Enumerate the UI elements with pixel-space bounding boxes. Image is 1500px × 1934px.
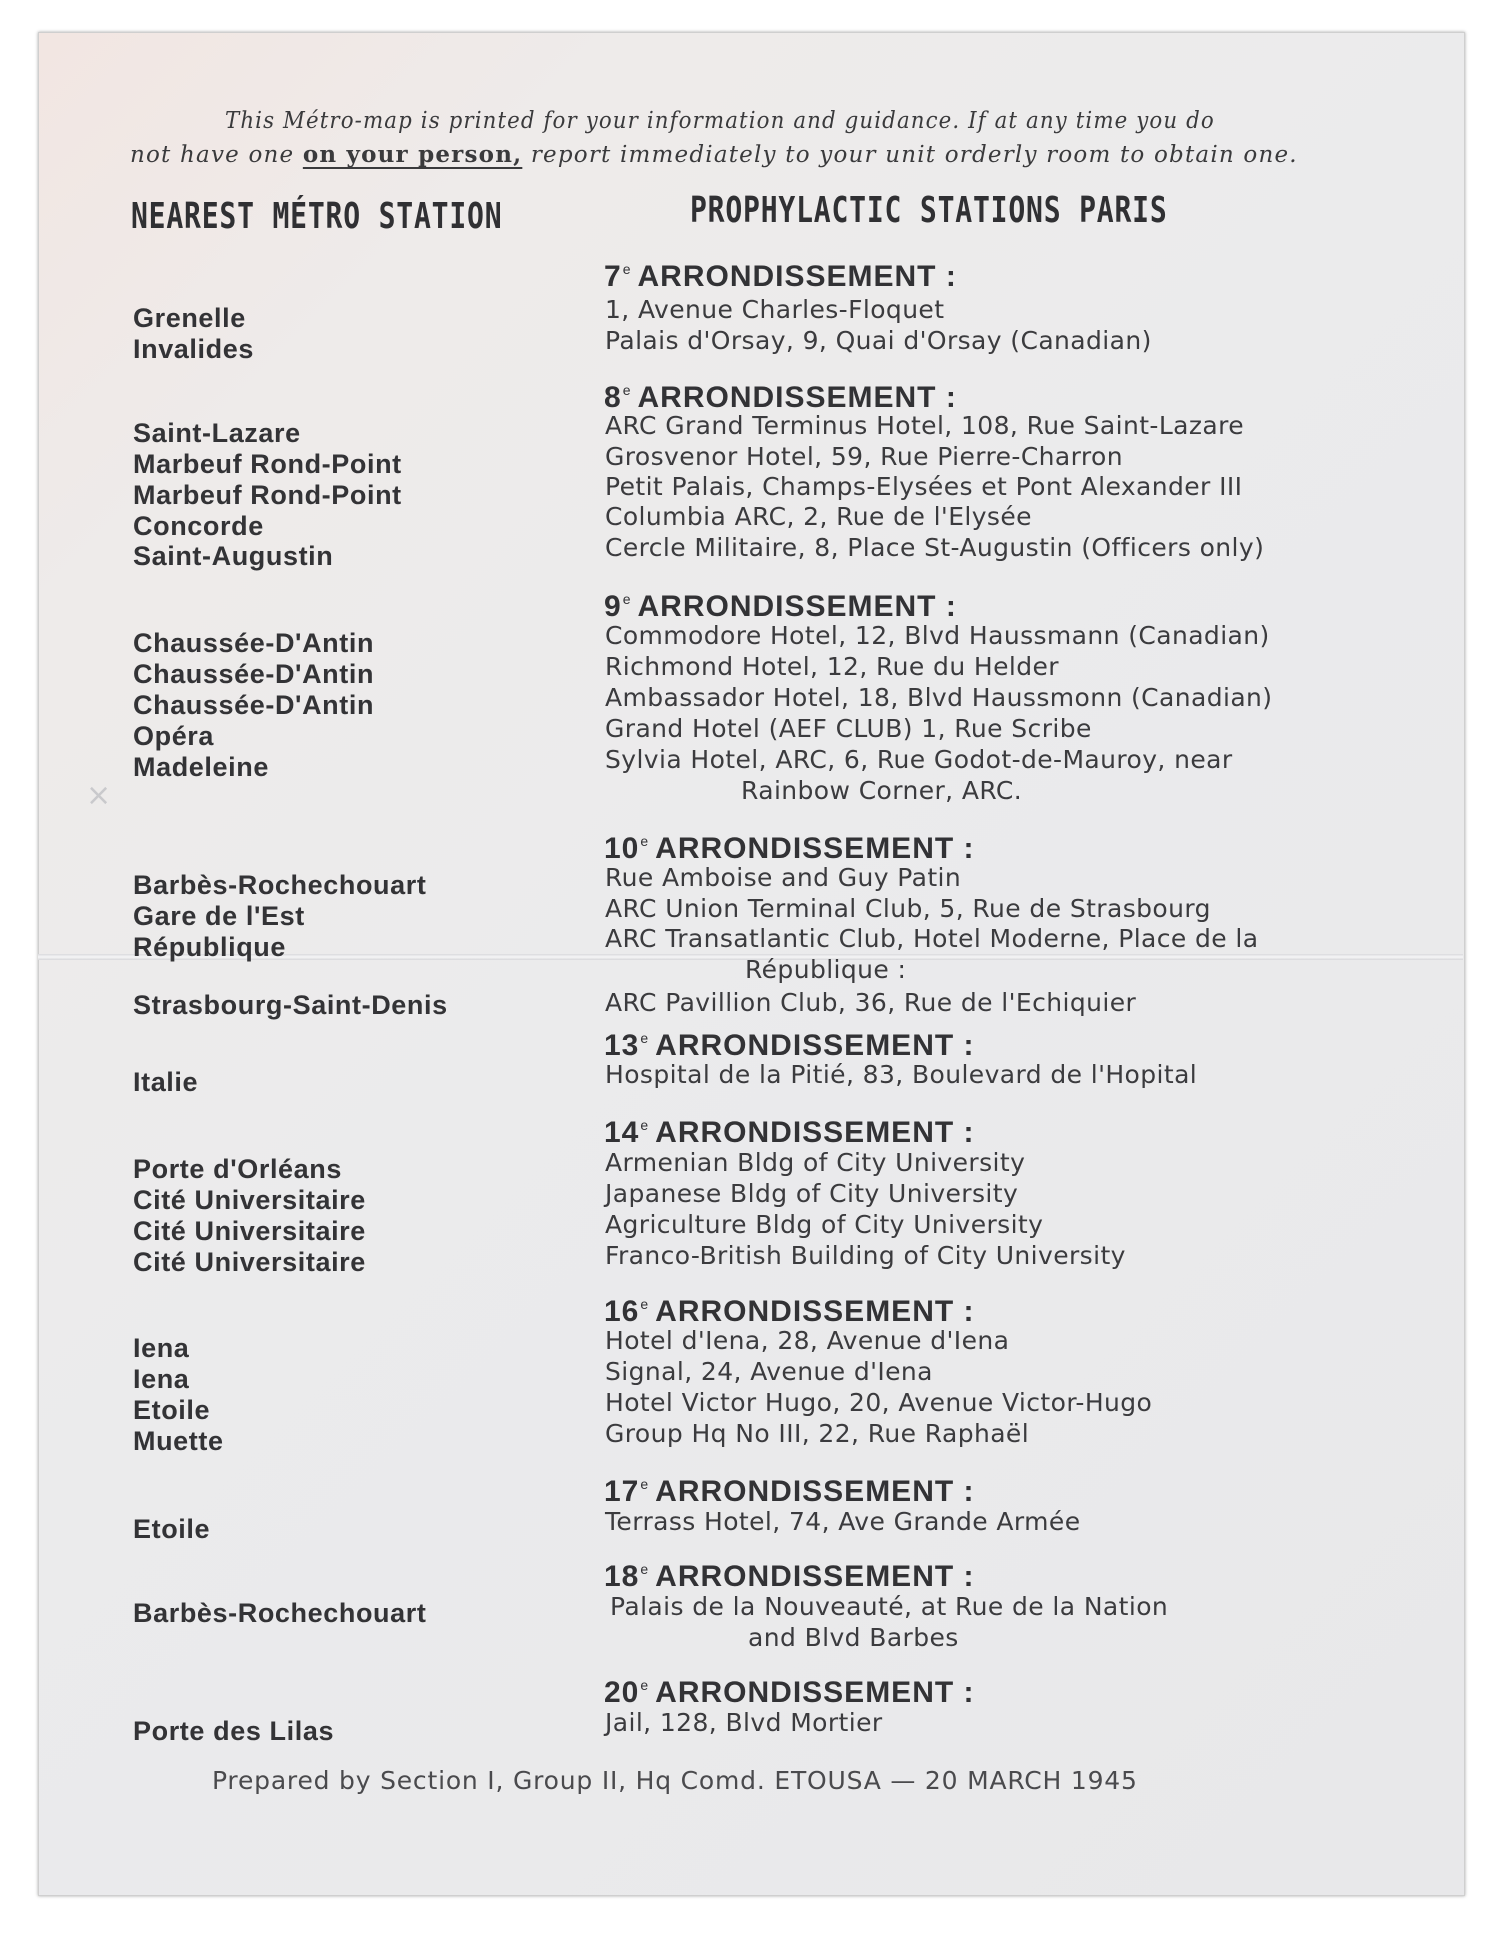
ordinal-suffix: e — [640, 1296, 650, 1312]
metro-station-name: Etoile — [133, 1514, 211, 1544]
ordinal-suffix: e — [640, 1677, 650, 1693]
arrondissement-label: ARRONDISSEMENT : — [655, 1475, 975, 1508]
intro-line-2 — [130, 141, 1350, 168]
metro-station-name: Porte des Lilas — [133, 1716, 335, 1746]
metro-station-name: Chaussée-D'Antin — [133, 659, 375, 689]
metro-station-name: Marbeuf Rond-Point — [133, 480, 402, 510]
metro-station-name: Invalides — [133, 334, 254, 364]
station-address: ARC Union Terminal Club, 5, Rue de Strasbourg — [605, 894, 1211, 923]
arrondissement-label: ARRONDISSEMENT : — [655, 1676, 975, 1709]
metro-station-name: Barbès-Rochechouart — [133, 870, 427, 900]
station-address: Agriculture Bldg of City University — [605, 1210, 1044, 1239]
arrondissement-heading-17 — [604, 1475, 975, 1509]
metro-station-name: Cité Universitaire — [133, 1247, 366, 1277]
station-address: Rue Amboise and Guy Patin — [605, 863, 962, 892]
station-address: Sylvia Hotel, ARC, 6, Rue Godot-de-Mauroy, near — [605, 745, 1233, 774]
arrondissement-number: 13 — [604, 1029, 640, 1062]
metro-station-name: Cité Universitaire — [133, 1216, 366, 1246]
arrondissement-number: 10 — [604, 832, 640, 865]
footer-note: Prepared by Section I, Group II, Hq Comd. ETOUSA — 20 MARCH 1945 — [212, 1766, 1138, 1795]
arrondissement-label: ARRONDISSEMENT : — [637, 381, 957, 414]
intro-emphasis: on your person, — [302, 141, 523, 168]
arrondissement-number: 14 — [604, 1116, 640, 1149]
station-address: Hotel d'Iena, 28, Avenue d'Iena — [605, 1326, 1010, 1355]
station-address: Armenian Bldg of City University — [605, 1148, 1026, 1177]
metro-station-name: Saint-Lazare — [133, 418, 301, 448]
arrondissement-number: 18 — [604, 1560, 640, 1593]
metro-station-name: Etoile — [133, 1395, 211, 1425]
arrondissement-number: 7 — [604, 260, 622, 293]
ordinal-suffix: e — [622, 382, 632, 398]
station-address: Palais d'Orsay, 9, Quai d'Orsay (Canadian) — [605, 326, 1152, 355]
station-address: Palais de la Nouveauté, at Rue de la Nation — [610, 1592, 1169, 1621]
metro-station-name: Iena — [133, 1333, 190, 1363]
metro-station-name: Strasbourg-Saint-Denis — [133, 990, 448, 1020]
arrondissement-number: 9 — [604, 590, 622, 623]
metro-station-name: Marbeuf Rond-Point — [133, 449, 402, 479]
metro-station-name: Madeleine — [133, 752, 269, 782]
arrondissement-number: 16 — [604, 1295, 640, 1328]
station-address: ARC Grand Terminus Hotel, 108, Rue Saint-Lazare — [605, 411, 1245, 440]
heading-nearest-metro: NEAREST MÉTRO STATION — [131, 196, 503, 237]
arrondissement-heading-14 — [604, 1116, 975, 1150]
ordinal-suffix: e — [640, 1476, 650, 1492]
metro-station-name: Gare de l'Est — [133, 901, 305, 931]
station-address: Ambassador Hotel, 18, Blvd Haussmonn (Canadian) — [605, 683, 1273, 712]
metro-station-name: Saint-Augustin — [133, 541, 334, 571]
station-address: Columbia ARC, 2, Rue de l'Elysée — [605, 502, 1032, 531]
ordinal-suffix: e — [622, 591, 632, 607]
arrondissement-heading-7 — [604, 260, 957, 294]
intro-line-1: This Métro-map is printed for your information and guidance. If at any time you do — [225, 108, 1215, 134]
arrondissement-heading-9 — [604, 590, 957, 624]
station-address: Richmond Hotel, 12, Rue du Helder — [605, 652, 1059, 681]
metro-station-name: Grenelle — [133, 303, 246, 333]
arrondissement-heading-16 — [604, 1295, 975, 1329]
metro-station-name: Iena — [133, 1364, 190, 1394]
ordinal-suffix: e — [622, 261, 632, 277]
station-address: ARC Pavillion Club, 36, Rue de l'Echiquier — [605, 988, 1137, 1017]
station-address: République : — [745, 955, 907, 984]
metro-station-name: Barbès-Rochechouart — [133, 1598, 427, 1628]
intro-line-2-end: report immediately to your unit orderly room to obtain one. — [522, 142, 1298, 168]
metro-station-name: Opéra — [133, 721, 215, 751]
arrondissement-label: ARRONDISSEMENT : — [655, 1560, 975, 1593]
station-address: Cercle Militaire, 8, Place St-Augustin (Officers only) — [605, 533, 1265, 562]
arrondissement-label: ARRONDISSEMENT : — [655, 1295, 975, 1328]
station-address: Signal, 24, Avenue d'Iena — [605, 1357, 933, 1386]
station-address: and Blvd Barbes — [748, 1623, 959, 1652]
metro-station-name: Concorde — [133, 511, 264, 541]
arrondissement-label: ARRONDISSEMENT : — [655, 832, 975, 865]
arrondissement-heading-13 — [604, 1029, 975, 1063]
station-address: 1, Avenue Charles-Floquet — [605, 295, 945, 324]
station-address: Rainbow Corner, ARC. — [741, 776, 1023, 805]
station-address: Group Hq No III, 22, Rue Raphaël — [605, 1419, 1030, 1448]
intro-line-2-start: not have one — [130, 142, 303, 168]
arrondissement-heading-18 — [604, 1560, 975, 1594]
ordinal-suffix: e — [640, 1117, 650, 1133]
arrondissement-number: 20 — [604, 1676, 640, 1709]
metro-station-name: Porte d'Orléans — [133, 1154, 342, 1184]
arrondissement-number: 17 — [604, 1475, 640, 1508]
arrondissement-heading-10 — [604, 832, 975, 866]
station-address: Hospital de la Pitié, 83, Boulevard de l'Hopital — [605, 1060, 1198, 1089]
station-address: ARC Transatlantic Club, Hotel Moderne, Place de la — [605, 924, 1259, 953]
metro-station-name: Chaussée-D'Antin — [133, 690, 375, 720]
arrondissement-heading-20 — [604, 1676, 975, 1710]
metro-station-name: Italie — [133, 1067, 199, 1097]
arrondissement-label: ARRONDISSEMENT : — [655, 1029, 975, 1062]
station-address: Japanese Bldg of City University — [605, 1179, 1019, 1208]
arrondissement-label: ARRONDISSEMENT : — [655, 1116, 975, 1149]
metro-station-name: Muette — [133, 1426, 224, 1456]
metro-station-name: Chaussée-D'Antin — [133, 628, 375, 658]
ordinal-suffix: e — [640, 833, 650, 849]
station-address: Petit Palais, Champs-Elysées et Pont Alexander III — [605, 472, 1243, 501]
faint-x-mark: × — [86, 778, 112, 813]
station-address: Hotel Victor Hugo, 20, Avenue Victor-Hugo — [605, 1388, 1153, 1417]
arrondissement-number: 8 — [604, 381, 622, 414]
ordinal-suffix: e — [640, 1561, 650, 1577]
ordinal-suffix: e — [640, 1030, 650, 1046]
arrondissement-heading-8 — [604, 381, 957, 415]
station-address: Terrass Hotel, 74, Ave Grande Armée — [605, 1507, 1081, 1536]
metro-station-name: République — [133, 932, 286, 962]
station-address: Grosvenor Hotel, 59, Rue Pierre-Charron — [605, 442, 1123, 471]
arrondissement-label: ARRONDISSEMENT : — [637, 590, 957, 623]
arrondissement-label: ARRONDISSEMENT : — [637, 260, 957, 293]
heading-prophylactic-stations: PROPHYLACTIC STATIONS PARIS — [690, 190, 1168, 231]
station-address: Franco-British Building of City University — [605, 1241, 1126, 1270]
station-address: Jail, 128, Blvd Mortier — [605, 1708, 883, 1737]
station-address: Commodore Hotel, 12, Blvd Haussmann (Canadian) — [605, 621, 1270, 650]
metro-station-name: Cité Universitaire — [133, 1185, 366, 1215]
station-address: Grand Hotel (AEF CLUB) 1, Rue Scribe — [605, 714, 1092, 743]
